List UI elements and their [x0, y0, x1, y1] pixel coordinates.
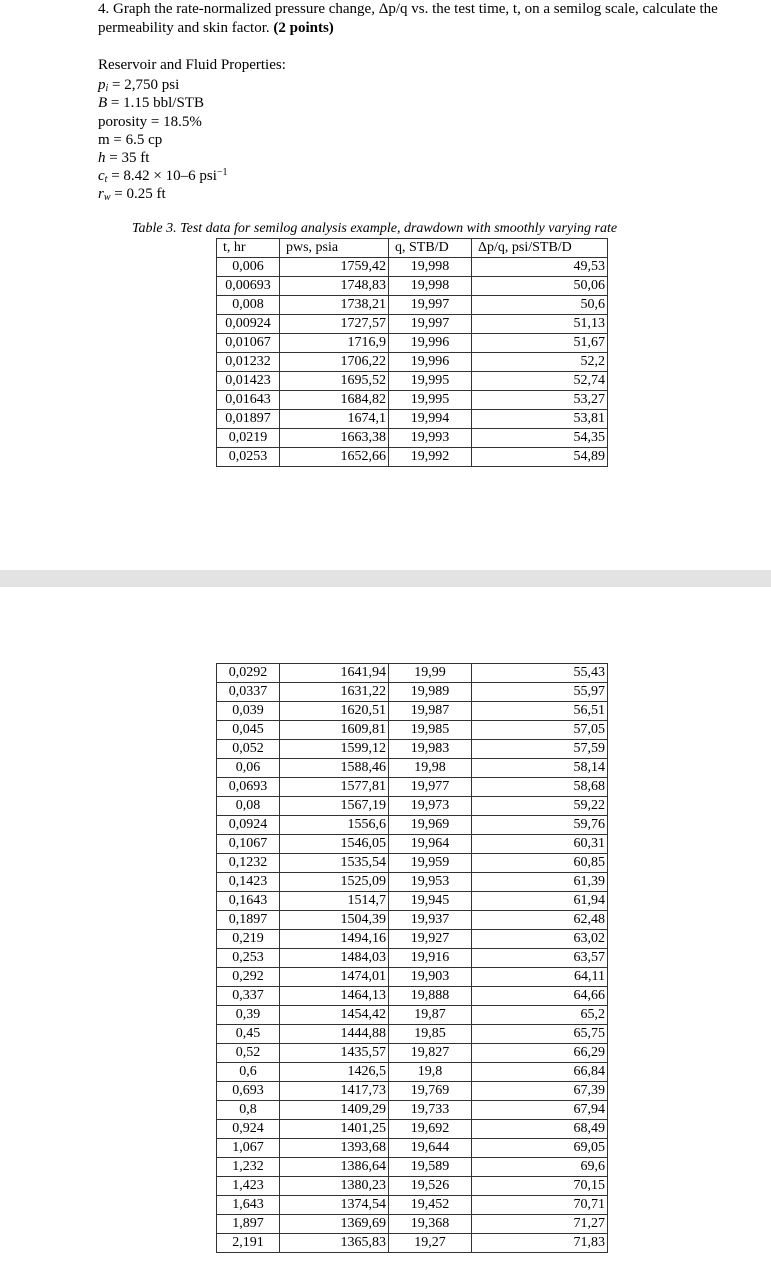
cell-time: 0,039 — [217, 702, 280, 721]
cell-pressure: 1426,5 — [280, 1063, 389, 1082]
cell-rate: 19,733 — [389, 1101, 472, 1120]
table-row — [217, 987, 608, 1006]
cell-pressure: 1674,1 — [280, 410, 389, 429]
cell-time: 0,0337 — [217, 683, 280, 702]
cell-time: 1,643 — [217, 1196, 280, 1215]
cell-rate: 19,692 — [389, 1120, 472, 1139]
cell-pressure: 1401,25 — [280, 1120, 389, 1139]
cell-normalized-pressure: 71,27 — [472, 1215, 608, 1234]
cell-normalized-pressure: 50,6 — [472, 296, 608, 315]
cell-normalized-pressure: 66,84 — [472, 1063, 608, 1082]
cell-pressure: 1599,12 — [280, 740, 389, 759]
cell-pressure: 1684,82 — [280, 391, 389, 410]
cell-pressure: 1609,81 — [280, 721, 389, 740]
page-separator — [0, 570, 771, 587]
cell-normalized-pressure: 64,66 — [472, 987, 608, 1006]
prop-viscosity: m = 6.5 cp — [98, 131, 163, 148]
cell-normalized-pressure: 63,02 — [472, 930, 608, 949]
cell-rate: 19,903 — [389, 968, 472, 987]
cell-pressure: 1454,42 — [280, 1006, 389, 1025]
cell-pressure: 1380,23 — [280, 1177, 389, 1196]
cell-pressure: 1535,54 — [280, 854, 389, 873]
prop-wellbore-radius: $r_w = 0.25$ ft — [98, 186, 166, 204]
cell-normalized-pressure: 69,05 — [472, 1139, 608, 1158]
cell-pressure: 1444,88 — [280, 1025, 389, 1044]
cell-pressure: 1464,13 — [280, 987, 389, 1006]
cell-normalized-pressure: 61,94 — [472, 892, 608, 911]
cell-pressure: 1738,21 — [280, 296, 389, 315]
table-row — [217, 702, 608, 721]
cell-rate: 19,769 — [389, 1082, 472, 1101]
table-row — [217, 873, 608, 892]
table-row — [217, 949, 608, 968]
cell-pressure: 1716,9 — [280, 334, 389, 353]
cell-rate: 19,987 — [389, 702, 472, 721]
cell-rate: 19,452 — [389, 1196, 472, 1215]
cell-pressure: 1577,81 — [280, 778, 389, 797]
cell-normalized-pressure: 69,6 — [472, 1158, 608, 1177]
cell-normalized-pressure: 55,97 — [472, 683, 608, 702]
cell-normalized-pressure: 66,29 — [472, 1044, 608, 1063]
prop-porosity: porosity = 18.5% — [98, 113, 202, 130]
table-row — [217, 683, 608, 702]
cell-pressure: 1631,22 — [280, 683, 389, 702]
table-row — [217, 429, 608, 448]
cell-normalized-pressure: 53,27 — [472, 391, 608, 410]
cell-rate: 19,977 — [389, 778, 472, 797]
header-rate: q, STB/D — [389, 239, 472, 258]
cell-pressure: 1484,03 — [280, 949, 389, 968]
cell-normalized-pressure: 57,05 — [472, 721, 608, 740]
cell-time: 0,01423 — [217, 372, 280, 391]
cell-time: 0,337 — [217, 987, 280, 1006]
prop-formation-volume-factor: B = 1.15 bbl/STB — [98, 95, 204, 112]
cell-time: 0,39 — [217, 1006, 280, 1025]
cell-rate: 19,85 — [389, 1025, 472, 1044]
cell-normalized-pressure: 52,74 — [472, 372, 608, 391]
cell-pressure: 1620,51 — [280, 702, 389, 721]
cell-time: 0,253 — [217, 949, 280, 968]
cell-time: 0,52 — [217, 1044, 280, 1063]
table-row — [217, 334, 608, 353]
table-row — [217, 353, 608, 372]
table-row — [217, 778, 608, 797]
cell-time: 0,06 — [217, 759, 280, 778]
cell-rate: 19,526 — [389, 1177, 472, 1196]
cell-rate: 19,937 — [389, 911, 472, 930]
table-row — [217, 1101, 608, 1120]
table-row — [217, 1234, 608, 1253]
cell-pressure: 1369,69 — [280, 1215, 389, 1234]
cell-time: 0,292 — [217, 968, 280, 987]
cell-time: 0,006 — [217, 258, 280, 277]
cell-normalized-pressure: 51,13 — [472, 315, 608, 334]
cell-rate: 19,973 — [389, 797, 472, 816]
cell-normalized-pressure: 59,22 — [472, 797, 608, 816]
cell-time: 0,219 — [217, 930, 280, 949]
cell-rate: 19,994 — [389, 410, 472, 429]
cell-rate: 19,983 — [389, 740, 472, 759]
cell-normalized-pressure: 58,14 — [472, 759, 608, 778]
cell-normalized-pressure: 57,59 — [472, 740, 608, 759]
cell-rate: 19,8 — [389, 1063, 472, 1082]
cell-rate: 19,99 — [389, 664, 472, 683]
cell-rate: 19,985 — [389, 721, 472, 740]
cell-normalized-pressure: 55,43 — [472, 664, 608, 683]
table-row — [217, 930, 608, 949]
cell-pressure: 1663,38 — [280, 429, 389, 448]
table-row — [217, 1006, 608, 1025]
cell-rate: 19,87 — [389, 1006, 472, 1025]
table-row — [217, 664, 608, 683]
cell-pressure: 1546,05 — [280, 835, 389, 854]
table-row — [217, 1082, 608, 1101]
cell-time: 0,693 — [217, 1082, 280, 1101]
cell-time: 0,0292 — [217, 664, 280, 683]
cell-normalized-pressure: 60,31 — [472, 835, 608, 854]
cell-normalized-pressure: 71,83 — [472, 1234, 608, 1253]
cell-pressure: 1556,6 — [280, 816, 389, 835]
cell-time: 0,01897 — [217, 410, 280, 429]
cell-normalized-pressure: 67,94 — [472, 1101, 608, 1120]
header-pressure: pws, psia — [280, 239, 389, 258]
cell-rate: 19,945 — [389, 892, 472, 911]
cell-time: 0,00924 — [217, 315, 280, 334]
cell-pressure: 1504,39 — [280, 911, 389, 930]
cell-time: 0,1067 — [217, 835, 280, 854]
cell-time: 2,191 — [217, 1234, 280, 1253]
cell-rate: 19,993 — [389, 429, 472, 448]
cell-rate: 19,997 — [389, 296, 472, 315]
cell-rate: 19,927 — [389, 930, 472, 949]
cell-pressure: 1652,66 — [280, 448, 389, 467]
reservoir-properties — [98, 56, 286, 204]
cell-time: 0,0253 — [217, 448, 280, 467]
cell-pressure: 1588,46 — [280, 759, 389, 778]
table-row — [217, 721, 608, 740]
cell-normalized-pressure: 65,75 — [472, 1025, 608, 1044]
cell-rate: 19,644 — [389, 1139, 472, 1158]
cell-pressure: 1727,57 — [280, 315, 389, 334]
cell-time: 0,8 — [217, 1101, 280, 1120]
cell-rate: 19,368 — [389, 1215, 472, 1234]
cell-rate: 19,959 — [389, 854, 472, 873]
table-row — [217, 1120, 608, 1139]
cell-pressure: 1393,68 — [280, 1139, 389, 1158]
cell-rate: 19,995 — [389, 372, 472, 391]
cell-pressure: 1514,7 — [280, 892, 389, 911]
table-row — [217, 315, 608, 334]
question-text — [98, 0, 748, 38]
cell-normalized-pressure: 61,39 — [472, 873, 608, 892]
question-points: (2 points) — [273, 20, 334, 36]
cell-pressure: 1494,16 — [280, 930, 389, 949]
cell-rate: 19,964 — [389, 835, 472, 854]
table-row — [217, 448, 608, 467]
cell-normalized-pressure: 54,35 — [472, 429, 608, 448]
cell-normalized-pressure: 51,67 — [472, 334, 608, 353]
table-row — [217, 835, 608, 854]
cell-normalized-pressure: 60,85 — [472, 854, 608, 873]
cell-rate: 19,916 — [389, 949, 472, 968]
cell-time: 0,6 — [217, 1063, 280, 1082]
header-time: t, hr — [217, 239, 280, 258]
cell-pressure: 1567,19 — [280, 797, 389, 816]
prop-initial-pressure: $p_i = 2,750$ psi — [98, 77, 180, 95]
cell-normalized-pressure: 67,39 — [472, 1082, 608, 1101]
cell-time: 1,232 — [217, 1158, 280, 1177]
cell-time: 0,1897 — [217, 911, 280, 930]
table-row — [217, 797, 608, 816]
cell-time: 0,0693 — [217, 778, 280, 797]
cell-time: 0,008 — [217, 296, 280, 315]
prop-thickness: h = 35 ft — [98, 150, 150, 167]
cell-rate: 19,992 — [389, 448, 472, 467]
cell-pressure: 1706,22 — [280, 353, 389, 372]
header-normalized-pressure: Δp/q, psi/STB/D — [472, 239, 608, 258]
cell-rate: 19,589 — [389, 1158, 472, 1177]
table-row — [217, 740, 608, 759]
cell-rate: 19,27 — [389, 1234, 472, 1253]
cell-normalized-pressure: 50,06 — [472, 277, 608, 296]
cell-normalized-pressure: 70,15 — [472, 1177, 608, 1196]
document-page-1 — [0, 0, 771, 570]
test-data-table-part2 — [216, 663, 608, 1253]
cell-rate: 19,997 — [389, 315, 472, 334]
table-row — [217, 968, 608, 987]
table-row — [217, 391, 608, 410]
table-row — [217, 1025, 608, 1044]
cell-time: 0,01643 — [217, 391, 280, 410]
cell-rate: 19,953 — [389, 873, 472, 892]
cell-pressure: 1748,83 — [280, 277, 389, 296]
table-row — [217, 1139, 608, 1158]
cell-normalized-pressure: 62,48 — [472, 911, 608, 930]
cell-pressure: 1641,94 — [280, 664, 389, 683]
cell-normalized-pressure: 68,49 — [472, 1120, 608, 1139]
table-row — [217, 911, 608, 930]
question-body: 4. Graph the rate-normalized pressure change, Δp/q vs. the test time, t, on a semilog scale, calculate the permeability and skin factor. — [98, 1, 718, 36]
cell-normalized-pressure: 63,57 — [472, 949, 608, 968]
table-row — [217, 410, 608, 429]
cell-time: 0,1232 — [217, 854, 280, 873]
table-header-row — [217, 239, 608, 258]
cell-normalized-pressure: 52,2 — [472, 353, 608, 372]
table-row — [217, 1196, 608, 1215]
cell-time: 1,423 — [217, 1177, 280, 1196]
cell-pressure: 1386,64 — [280, 1158, 389, 1177]
cell-pressure: 1525,09 — [280, 873, 389, 892]
cell-pressure: 1374,54 — [280, 1196, 389, 1215]
table-row — [217, 892, 608, 911]
cell-normalized-pressure: 59,76 — [472, 816, 608, 835]
cell-rate: 19,995 — [389, 391, 472, 410]
cell-time: 0,0924 — [217, 816, 280, 835]
cell-time: 0,1643 — [217, 892, 280, 911]
cell-time: 0,0219 — [217, 429, 280, 448]
cell-time: 0,1423 — [217, 873, 280, 892]
table-row — [217, 372, 608, 391]
cell-time: 1,067 — [217, 1139, 280, 1158]
table-row — [217, 854, 608, 873]
cell-pressure: 1435,57 — [280, 1044, 389, 1063]
cell-pressure: 1417,73 — [280, 1082, 389, 1101]
cell-normalized-pressure: 53,81 — [472, 410, 608, 429]
table-row — [217, 1177, 608, 1196]
table-row — [217, 816, 608, 835]
cell-time: 0,045 — [217, 721, 280, 740]
cell-time: 0,08 — [217, 797, 280, 816]
cell-time: 0,01232 — [217, 353, 280, 372]
table-row — [217, 1158, 608, 1177]
properties-heading: Reservoir and Fluid Properties: — [98, 57, 286, 73]
cell-rate: 19,969 — [389, 816, 472, 835]
cell-normalized-pressure: 58,68 — [472, 778, 608, 797]
table-row — [217, 759, 608, 778]
table-row — [217, 1063, 608, 1082]
cell-time: 0,00693 — [217, 277, 280, 296]
cell-normalized-pressure: 54,89 — [472, 448, 608, 467]
cell-rate: 19,827 — [389, 1044, 472, 1063]
cell-pressure: 1759,42 — [280, 258, 389, 277]
cell-rate: 19,996 — [389, 353, 472, 372]
cell-time: 0,01067 — [217, 334, 280, 353]
cell-time: 1,897 — [217, 1215, 280, 1234]
cell-time: 0,45 — [217, 1025, 280, 1044]
cell-time: 0,052 — [217, 740, 280, 759]
test-data-table-part1 — [216, 238, 608, 467]
cell-rate: 19,98 — [389, 759, 472, 778]
cell-rate: 19,888 — [389, 987, 472, 1006]
cell-pressure: 1409,29 — [280, 1101, 389, 1120]
cell-normalized-pressure: 65,2 — [472, 1006, 608, 1025]
table-row — [217, 258, 608, 277]
table-row — [217, 1044, 608, 1063]
table-row — [217, 296, 608, 315]
table-row — [217, 1215, 608, 1234]
cell-rate: 19,998 — [389, 258, 472, 277]
cell-rate: 19,998 — [389, 277, 472, 296]
prop-compressibility: $c_t = 8.42 \times 10-6$ psi$^{-1}$ — [98, 167, 228, 186]
cell-rate: 19,996 — [389, 334, 472, 353]
cell-normalized-pressure: 70,71 — [472, 1196, 608, 1215]
cell-normalized-pressure: 64,11 — [472, 968, 608, 987]
table-row — [217, 277, 608, 296]
cell-pressure: 1695,52 — [280, 372, 389, 391]
table-caption: Table 3. Test data for semilog analysis example, drawdown with smoothly varying rate — [132, 221, 618, 236]
cell-time: 0,924 — [217, 1120, 280, 1139]
cell-pressure: 1365,83 — [280, 1234, 389, 1253]
cell-normalized-pressure: 49,53 — [472, 258, 608, 277]
cell-rate: 19,989 — [389, 683, 472, 702]
document-page-2 — [0, 587, 771, 1278]
cell-normalized-pressure: 56,51 — [472, 702, 608, 721]
cell-pressure: 1474,01 — [280, 968, 389, 987]
